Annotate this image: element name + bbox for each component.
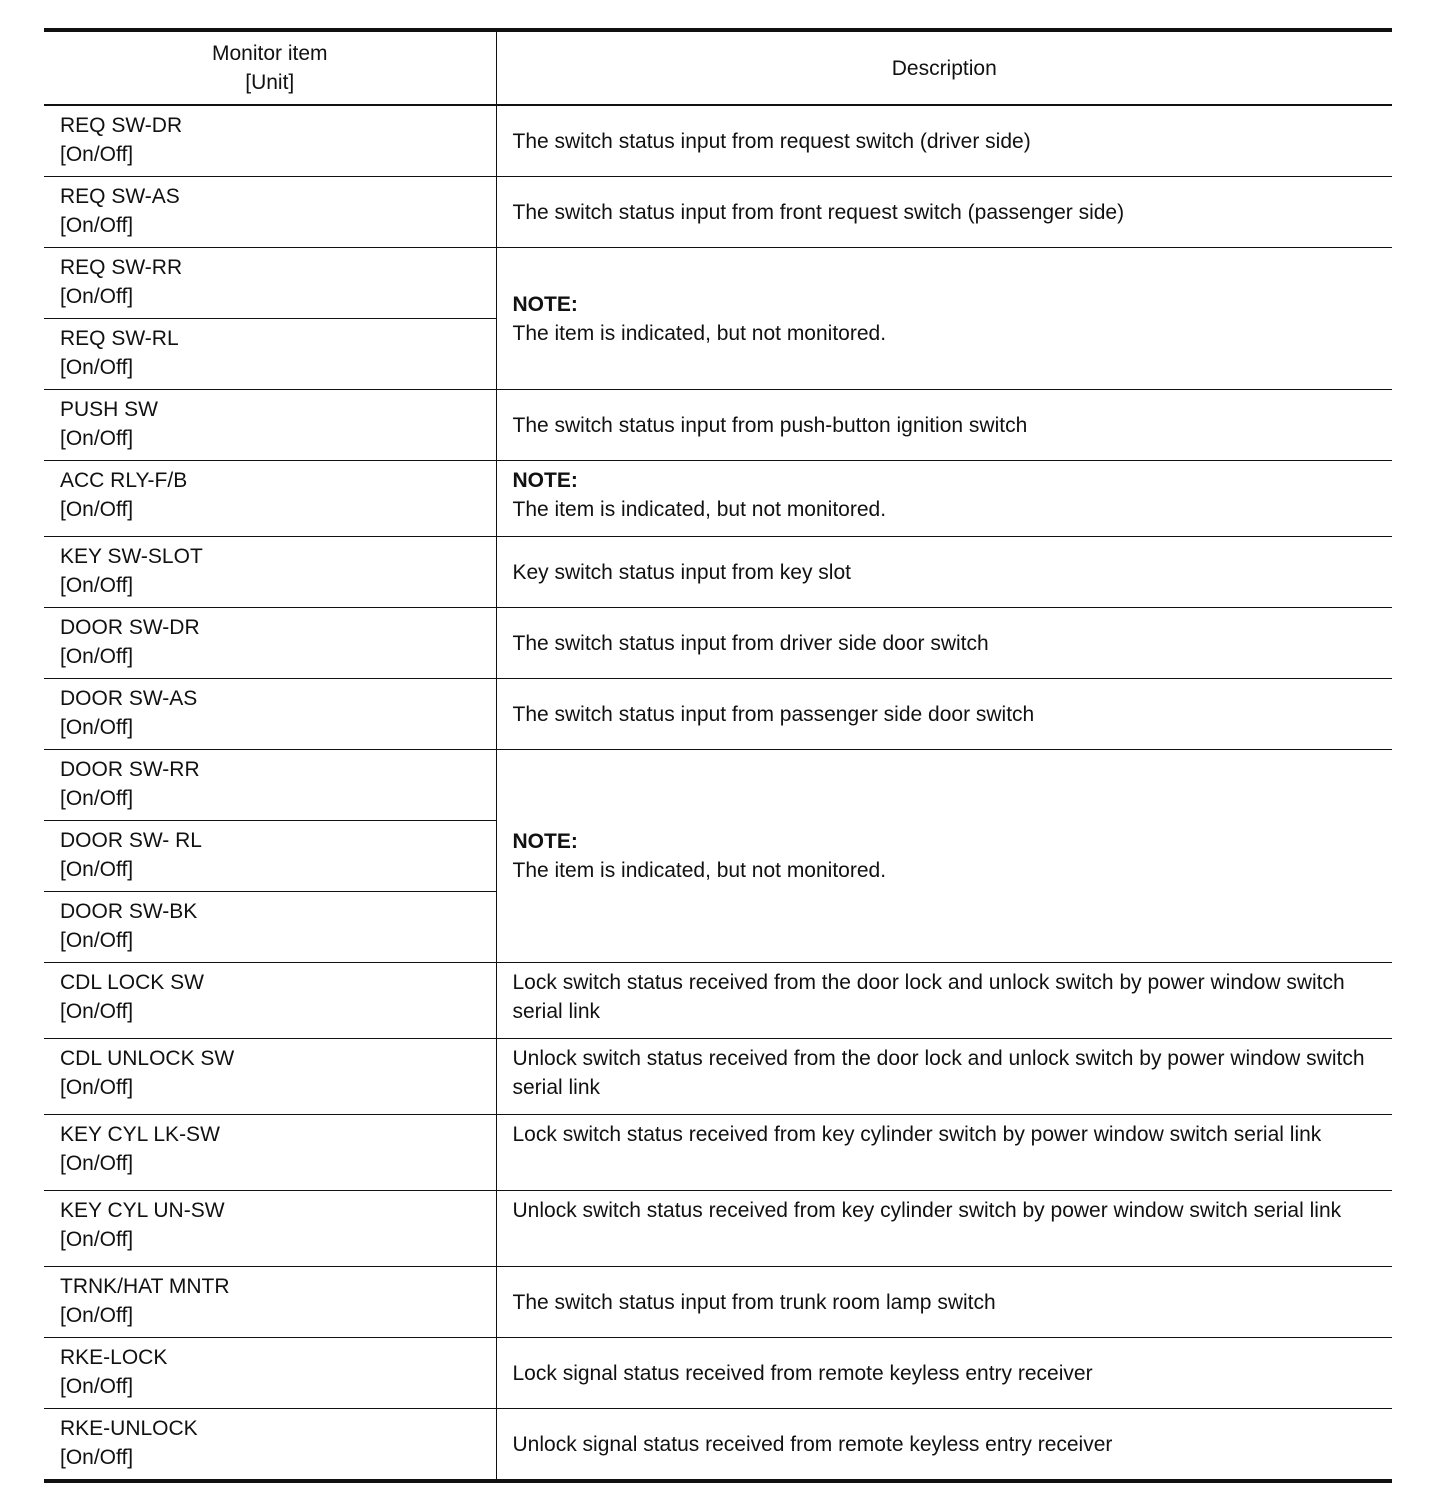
item-unit: [On/Off] [60,1076,134,1099]
monitor-item-cell [44,1115,496,1191]
item-name: REQ SW-RR [60,256,183,279]
note-label: NOTE: [512,469,578,492]
item-name: REQ SW-DR [60,114,183,137]
item-unit: [On/Off] [60,1228,134,1251]
description-cell: Key switch status input from key slot [496,537,1392,608]
header-description: Description [496,30,1392,105]
description-cell: The switch status input from trunk room lamp switch [496,1267,1392,1338]
table-row [44,608,1392,679]
monitor-item-cell [44,892,496,963]
item-unit: [On/Off] [60,716,134,739]
description-cell: Unlock signal status received from remote keyless entry receiver [496,1409,1392,1482]
table-row [44,1115,1392,1191]
table-row [44,1409,1392,1482]
item-unit: [On/Off] [60,574,134,597]
item-unit: [On/Off] [60,1152,134,1175]
table-row [44,750,1392,821]
table-row [44,537,1392,608]
item-name: DOOR SW-RR [60,758,200,781]
table-row [44,248,1392,319]
item-name: KEY SW-SLOT [60,545,203,568]
table-row [44,1267,1392,1338]
monitor-item-cell [44,319,496,390]
item-unit: [On/Off] [60,285,134,308]
table-row [44,390,1392,461]
item-name: DOOR SW-DR [60,616,200,639]
note-label: NOTE: [512,292,578,316]
monitor-item-cell [44,1191,496,1267]
item-name: DOOR SW- RL [60,829,202,852]
table-row [44,1338,1392,1409]
monitor-item-cell [44,679,496,750]
monitor-item-cell [44,177,496,248]
description-cell: The switch status input from passenger side door switch [496,679,1392,750]
item-name: DOOR SW-AS [60,687,198,710]
table-row [44,679,1392,750]
note-text: The item is indicated, but not monitored. [512,859,887,882]
item-name: KEY CYL UN-SW [60,1199,225,1222]
monitor-item-table [44,28,1392,1483]
item-unit: [On/Off] [60,1000,134,1023]
item-unit: [On/Off] [60,787,134,810]
monitor-item-cell [44,608,496,679]
item-name: ACC RLY-F/B [60,469,188,492]
monitor-item-cell [44,105,496,177]
description-cell: The switch status input from request switch (driver side) [496,105,1392,177]
item-unit: [On/Off] [60,858,134,881]
item-unit: [On/Off] [60,498,134,521]
note-text: The item is indicated, but not monitored. [512,498,887,521]
monitor-item-cell [44,821,496,892]
monitor-item-cell [44,390,496,461]
item-name: TRNK/HAT MNTR [60,1275,230,1298]
item-unit: [On/Off] [60,1304,134,1327]
description-cell: The switch status input from driver side door switch [496,608,1392,679]
table-row [44,177,1392,248]
item-name: REQ SW-AS [60,185,180,208]
note-text: The item is indicated, but not monitored. [512,321,887,345]
item-unit: [On/Off] [60,143,134,166]
item-name: CDL LOCK SW [60,971,204,994]
description-cell: The switch status input from front request switch (passenger side) [496,177,1392,248]
item-name: RKE-UNLOCK [60,1417,198,1440]
header-unit-label: [Unit] [245,71,295,94]
header-monitor-item [44,30,496,105]
description-cell: Lock signal status received from remote keyless entry receiver [496,1338,1392,1409]
table-row [44,461,1392,537]
description-cell: Lock switch status received from key cylinder switch by power window switch serial link [496,1115,1392,1191]
item-name: PUSH SW [60,398,159,421]
table-row [44,963,1392,1039]
note-cell-req-rear [496,248,1392,390]
description-cell: Unlock switch status received from key cylinder switch by power window switch serial link [496,1191,1392,1267]
item-unit: [On/Off] [60,1375,134,1398]
item-name: KEY CYL LK-SW [60,1123,220,1146]
item-unit: [On/Off] [60,427,134,450]
item-name: CDL UNLOCK SW [60,1047,235,1070]
note-cell-door-rear [496,750,1392,963]
monitor-item-cell [44,750,496,821]
monitor-item-cell [44,1409,496,1482]
monitor-item-cell [44,1039,496,1115]
item-unit: [On/Off] [60,356,134,379]
monitor-item-cell [44,248,496,319]
description-cell: Lock switch status received from the door lock and unlock switch by power window switch serial link [496,963,1392,1039]
note-cell-acc [496,461,1392,537]
item-unit: [On/Off] [60,645,134,668]
header-monitor-item-label: Monitor item [211,42,328,65]
table-header-row [44,30,1392,105]
monitor-item-cell [44,1338,496,1409]
monitor-item-cell [44,537,496,608]
description-cell: Unlock switch status received from the door lock and unlock switch by power window switch serial link [496,1039,1392,1115]
item-unit: [On/Off] [60,1446,134,1469]
table-row [44,105,1392,177]
note-label: NOTE: [512,830,578,853]
monitor-item-cell [44,461,496,537]
monitor-item-cell [44,963,496,1039]
item-name: REQ SW-RL [60,327,179,350]
description-cell: The switch status input from push-button ignition switch [496,390,1392,461]
table-row [44,1191,1392,1267]
item-name: DOOR SW-BK [60,900,198,923]
item-unit: [On/Off] [60,214,134,237]
item-unit: [On/Off] [60,929,134,952]
monitor-item-cell [44,1267,496,1338]
item-name: RKE-LOCK [60,1346,168,1369]
table-row [44,1039,1392,1115]
